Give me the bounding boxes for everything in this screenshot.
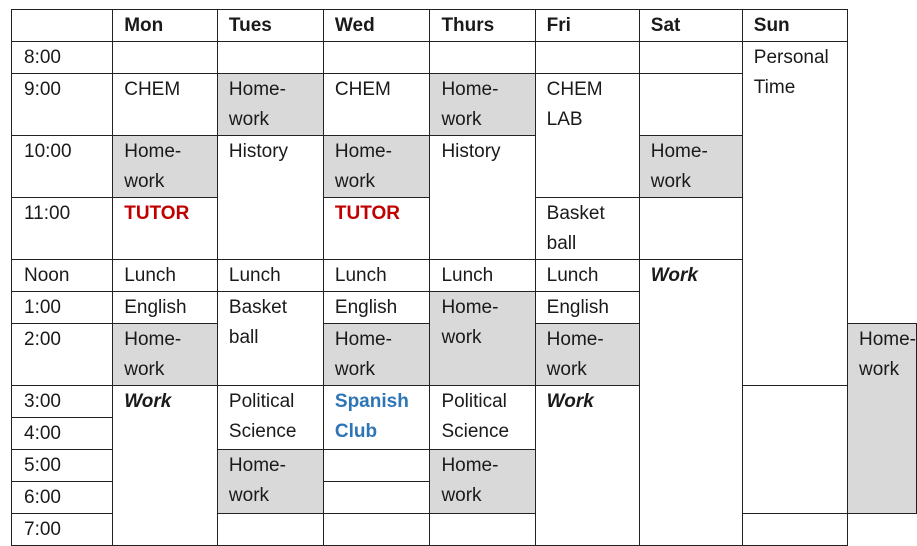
wed-5pm	[323, 450, 430, 482]
time-label: 4:00	[12, 418, 113, 450]
thu-lunch: Lunch	[430, 260, 535, 292]
time-label: 7:00	[12, 514, 113, 546]
time-label: Noon	[12, 260, 113, 292]
tue-basketball: Basket ball	[217, 292, 323, 386]
wed-lunch: Lunch	[323, 260, 430, 292]
sat-homework: Home- work	[639, 136, 742, 198]
mon-homework: Home- work	[113, 324, 218, 386]
tue-lunch: Lunch	[217, 260, 323, 292]
mon-chem: CHEM	[113, 74, 218, 136]
time-label: 1:00	[12, 292, 113, 324]
tue-homework: Home- work	[217, 450, 323, 514]
fri-chem-lab: CHEM LAB	[535, 74, 639, 198]
wed-7pm	[323, 514, 430, 546]
header-wed: Wed	[323, 10, 430, 42]
header-row	[12, 10, 917, 42]
time-label: 9:00	[12, 74, 113, 136]
wed-spanish-club: Spanish Club	[323, 386, 430, 450]
header-time	[12, 10, 113, 42]
thu-political-science: Political Science	[430, 386, 535, 450]
time-label: 10:00	[12, 136, 113, 198]
wed-english: English	[323, 292, 430, 324]
wed-homework: Home- work	[323, 136, 430, 198]
wed-tutor: TUTOR	[323, 198, 430, 260]
tue-8am	[217, 42, 323, 74]
time-label: 3:00	[12, 386, 113, 418]
header-tue: Tues	[217, 10, 323, 42]
header-thu: Thurs	[430, 10, 535, 42]
time-label: 11:00	[12, 198, 113, 260]
sat-11am	[639, 198, 742, 260]
thu-homework: Home- work	[430, 292, 535, 386]
tue-7pm	[217, 514, 323, 546]
fri-homework: Home- work	[535, 324, 639, 386]
sun-7pm	[742, 514, 847, 546]
header-mon: Mon	[113, 10, 218, 42]
tue-political-science: Political Science	[217, 386, 323, 450]
thu-homework: Home- work	[430, 74, 535, 136]
fri-english: English	[535, 292, 639, 324]
header-fri: Fri	[535, 10, 639, 42]
wed-chem: CHEM	[323, 74, 430, 136]
fri-basketball: Basket ball	[535, 198, 639, 260]
fri-lunch: Lunch	[535, 260, 639, 292]
thu-7pm	[430, 514, 535, 546]
mon-tutor: TUTOR	[113, 198, 218, 260]
row-3pm	[12, 386, 917, 418]
thu-homework: Home- work	[430, 450, 535, 514]
wed-8am	[323, 42, 430, 74]
tue-history: History	[217, 136, 323, 260]
mon-homework: Home- work	[113, 136, 218, 198]
sat-8am	[639, 42, 742, 74]
weekly-schedule-table	[11, 9, 917, 546]
sat-9am	[639, 74, 742, 136]
time-label: 5:00	[12, 450, 113, 482]
thu-8am	[430, 42, 535, 74]
mon-work: Work	[113, 386, 218, 546]
mon-lunch: Lunch	[113, 260, 218, 292]
header-sat: Sat	[639, 10, 742, 42]
row-8am	[12, 42, 917, 74]
mon-english: English	[113, 292, 218, 324]
wed-6pm	[323, 482, 430, 514]
time-label: 8:00	[12, 42, 113, 74]
header-sun: Sun	[742, 10, 847, 42]
fri-8am	[535, 42, 639, 74]
tue-homework: Home- work	[217, 74, 323, 136]
thu-history: History	[430, 136, 535, 260]
sun-homework: Home- work	[847, 324, 916, 514]
sun-personal-time: Personal Time	[742, 42, 847, 386]
mon-8am	[113, 42, 218, 74]
time-label: 2:00	[12, 324, 113, 386]
time-label: 6:00	[12, 482, 113, 514]
sat-work: Work	[639, 260, 742, 546]
fri-work: Work	[535, 386, 639, 546]
wed-homework: Home- work	[323, 324, 430, 386]
